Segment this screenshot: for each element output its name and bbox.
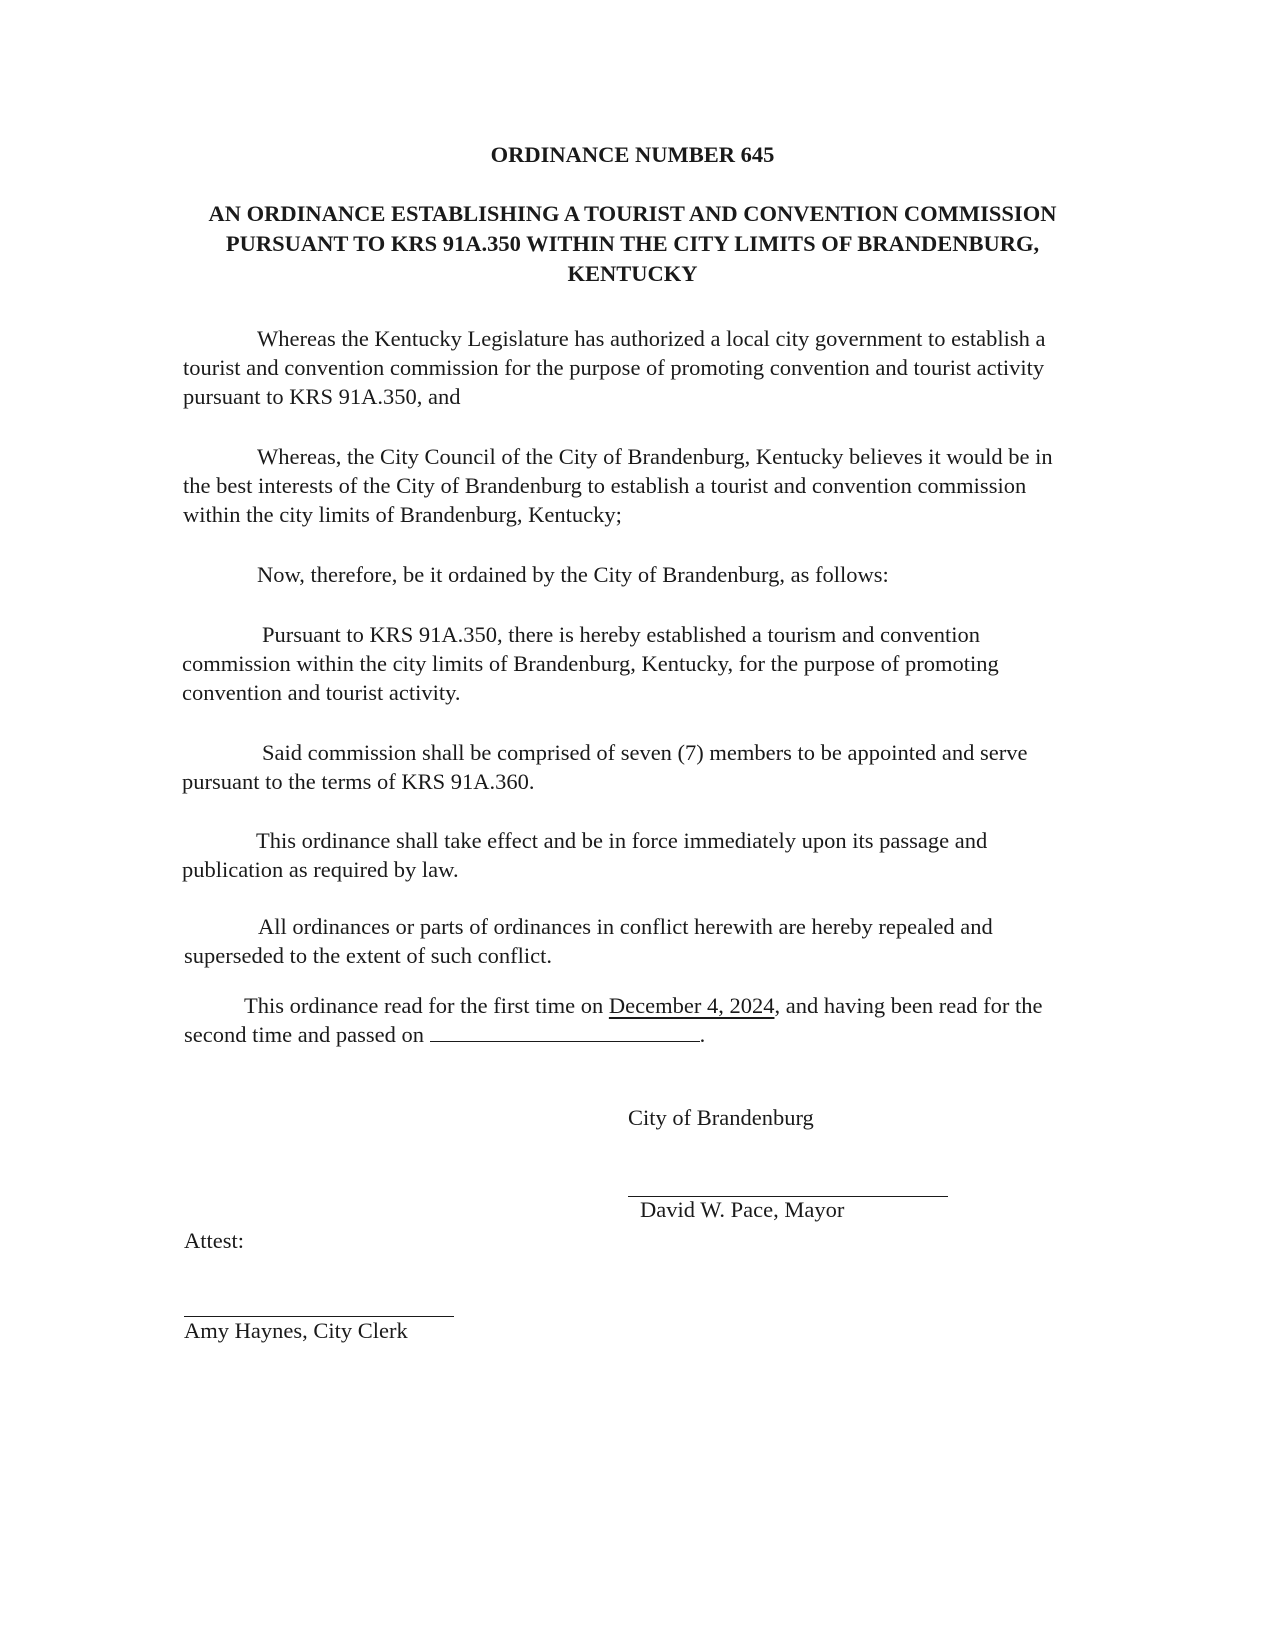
repeal-paragraph: All ordinances or parts of ordinances in conflict herewith are hereby repealed and superseded to the extent of such conflict. bbox=[184, 914, 993, 968]
reading-suffix: . bbox=[699, 1022, 706, 1047]
ordained-paragraph: Now, therefore, be it ordained by the City of Brandenburg, as follows: bbox=[257, 562, 889, 587]
whereas-paragraph-1: Whereas the Kentucky Legislature has authorized a local city government to establish a tourist and convention commission for the purpose of promoting convention and tourist activity pursuant to KRS 91A.350, and bbox=[183, 326, 1046, 409]
second-reading-date-blank bbox=[430, 1021, 700, 1042]
whereas-paragraph-2: Whereas, the City Council of the City of Brandenburg, Kentucky believes it would be in the best interests of the City of Brandenburg to establish a tourist and convention commission within the city limits of Brandenburg, Kentucky; bbox=[183, 444, 1053, 527]
reading-prefix: This ordinance read for the first time on bbox=[244, 993, 609, 1018]
mayor-name: David W. Pace, Mayor bbox=[640, 1197, 845, 1222]
effect-paragraph: This ordinance shall take effect and be in force immediately upon its passage and publication as required by law. bbox=[182, 828, 988, 882]
ordinance-number: ORDINANCE NUMBER 645 bbox=[490, 142, 775, 167]
first-reading-date: December 4, 2024 bbox=[608, 993, 775, 1018]
clerk-name: Amy Haynes, City Clerk bbox=[184, 1318, 408, 1343]
ordinance-heading: AN ORDINANCE ESTABLISHING A TOURIST AND CONVENTION COMMISSION PURSUANT TO KRS 91A.350 WITHIN THE CITY LIMITS OF BRANDENBURG, KENTUCKY bbox=[208, 201, 1057, 286]
members-paragraph: Said commission shall be comprised of seven (7) members to be appointed and serve pursuant to the terms of KRS 91A.360. bbox=[182, 740, 1028, 794]
established-paragraph: Pursuant to KRS 91A.350, there is hereby established a tourism and convention commission within the city limits of Brandenburg, Kentucky, for the purpose of promoting convention and tourist activity. bbox=[182, 622, 999, 705]
reading-paragraph bbox=[184, 991, 1064, 1049]
reading-middle: , and having been read for the second time and passed on bbox=[184, 993, 1043, 1047]
city-name: City of Brandenburg bbox=[628, 1105, 814, 1130]
attest-label: Attest: bbox=[184, 1228, 244, 1253]
